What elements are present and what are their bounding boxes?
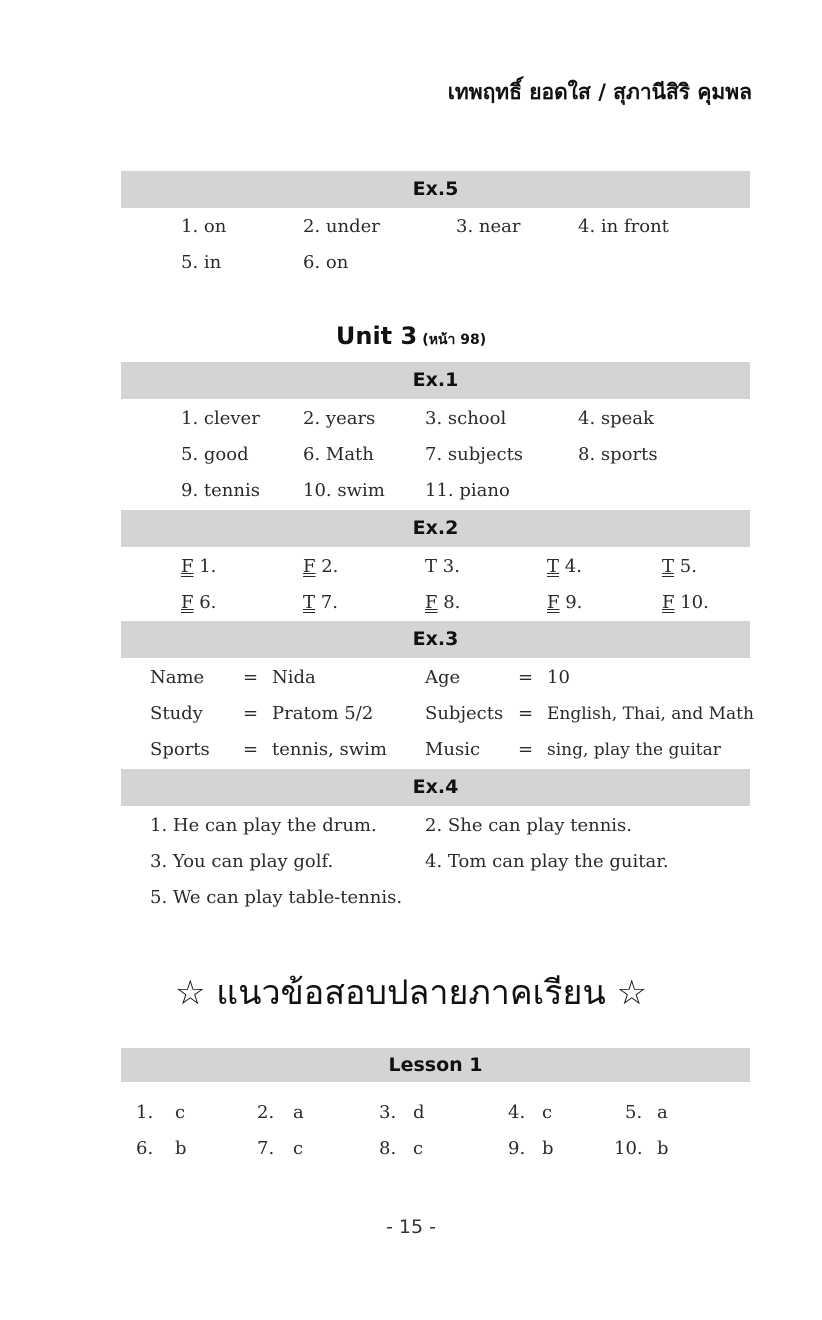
answer-item: 6. Math <box>303 444 374 465</box>
ex1-row <box>0 440 822 470</box>
question-number: 5. <box>625 1102 643 1123</box>
ex3-row <box>0 735 822 765</box>
equals-sign: = <box>518 667 534 688</box>
answer-item: 2. under <box>303 216 380 237</box>
question-number: 1. <box>136 1102 154 1123</box>
tf-mark: F <box>662 592 675 613</box>
tf-mark: F <box>425 592 438 613</box>
sentence-answer: 1. He can play the drum. <box>150 815 377 836</box>
ex1-row <box>0 404 822 434</box>
profile-label: Music <box>425 739 481 760</box>
answer-item: 5. in <box>181 252 222 273</box>
tf-number: 3. <box>437 556 460 577</box>
tf-mark: T <box>303 592 316 613</box>
profile-label: Age <box>425 667 461 688</box>
tf-number: 5. <box>674 556 697 577</box>
ex5-row <box>0 248 822 278</box>
choice-letter: b <box>542 1138 554 1159</box>
ex3-heading: Ex.3 <box>121 621 750 658</box>
unit-page-ref: (หน้า 98) <box>422 332 487 348</box>
profile-value: Nida <box>272 667 316 688</box>
tf-answer <box>303 552 338 582</box>
answer-item: 4. speak <box>578 408 654 429</box>
tf-mark: F <box>181 592 194 613</box>
tf-number: 10. <box>674 592 709 613</box>
tf-mark: F <box>181 556 194 577</box>
ex3-row <box>0 663 822 693</box>
tf-mark: T <box>662 556 675 577</box>
question-number: 9. <box>508 1138 526 1159</box>
answer-item: 8. sports <box>578 444 658 465</box>
tf-mark: T <box>547 556 560 577</box>
profile-value: tennis, swim <box>272 739 387 760</box>
tf-answer <box>547 588 582 618</box>
profile-label: Study <box>150 703 203 724</box>
ex1-heading: Ex.1 <box>121 362 750 399</box>
tf-mark: T <box>425 556 438 577</box>
tf-number: 4. <box>559 556 582 577</box>
equals-sign: = <box>243 667 259 688</box>
unit-title <box>0 322 822 351</box>
choice-letter: c <box>413 1138 424 1159</box>
sentence-answer: 3. You can play golf. <box>150 851 334 872</box>
tf-number: 8. <box>437 592 461 613</box>
profile-value: sing, play the guitar <box>547 740 721 760</box>
profile-label: Sports <box>150 739 210 760</box>
question-number: 7. <box>257 1138 275 1159</box>
tf-answer <box>547 552 582 582</box>
exam-title-text: แนวข้อสอบปลายภาคเรียน <box>216 973 606 1013</box>
question-number: 3. <box>379 1102 397 1123</box>
lesson1-row <box>0 1098 822 1128</box>
answer-item: 11. piano <box>425 480 510 501</box>
tf-mark: F <box>303 556 316 577</box>
page-header-authors: เทพฤทธิ์ ยอดใส / สุภานีสิริ คุมพล <box>447 80 752 104</box>
answer-item: 6. on <box>303 252 349 273</box>
equals-sign: = <box>243 703 259 724</box>
question-number: 2. <box>257 1102 275 1123</box>
ex4-heading: Ex.4 <box>121 769 750 806</box>
ex5-heading: Ex.5 <box>121 171 750 208</box>
answer-item: 4. in front <box>578 216 669 237</box>
answer-item: 3. near <box>456 216 521 237</box>
tf-answer <box>425 588 460 618</box>
tf-answer <box>662 552 697 582</box>
answer-item: 3. school <box>425 408 507 429</box>
tf-number: 7. <box>315 592 338 613</box>
answer-item: 7. subjects <box>425 444 524 465</box>
choice-letter: b <box>657 1138 669 1159</box>
ex2-row <box>0 588 822 618</box>
question-number: 4. <box>508 1102 526 1123</box>
ex4-row <box>0 883 822 913</box>
profile-label: Subjects <box>425 703 504 724</box>
answer-item: 2. years <box>303 408 376 429</box>
question-number: 8. <box>379 1138 397 1159</box>
tf-answer <box>181 588 216 618</box>
choice-letter: c <box>542 1102 553 1123</box>
answer-item: 1. clever <box>181 408 260 429</box>
tf-answer <box>662 588 709 618</box>
equals-sign: = <box>243 739 259 760</box>
ex2-heading: Ex.2 <box>121 510 750 547</box>
profile-value: English, Thai, and Math <box>547 704 754 724</box>
tf-number: 2. <box>315 556 339 577</box>
star-icon: ☆ <box>175 973 206 1013</box>
ex3-row <box>0 699 822 729</box>
choice-letter: a <box>657 1102 668 1123</box>
answer-item: 10. swim <box>303 480 385 501</box>
ex4-row <box>0 847 822 877</box>
choice-letter: c <box>293 1138 304 1159</box>
lesson1-row <box>0 1134 822 1164</box>
unit-name: Unit 3 <box>335 322 418 350</box>
choice-letter: c <box>175 1102 186 1123</box>
answer-item: 5. good <box>181 444 249 465</box>
ex4-row <box>0 811 822 841</box>
tf-number: 1. <box>193 556 217 577</box>
tf-mark: F <box>547 592 560 613</box>
ex1-row <box>0 476 822 506</box>
equals-sign: = <box>518 739 534 760</box>
choice-letter: d <box>413 1102 425 1123</box>
choice-letter: a <box>293 1102 304 1123</box>
sentence-answer: 2. She can play tennis. <box>425 815 633 836</box>
star-icon: ☆ <box>616 973 647 1013</box>
sentence-answer: 4. Tom can play the guitar. <box>425 851 669 872</box>
profile-label: Name <box>150 667 205 688</box>
exam-section-title <box>0 965 822 1019</box>
profile-value: 10 <box>547 667 570 688</box>
tf-number: 9. <box>559 592 583 613</box>
tf-answer <box>425 552 460 582</box>
question-number: 6. <box>136 1138 154 1159</box>
answer-item: 9. tennis <box>181 480 260 501</box>
answer-item: 1. on <box>181 216 227 237</box>
ex2-row <box>0 552 822 582</box>
sentence-answer: 5. We can play table-tennis. <box>150 887 403 908</box>
tf-number: 6. <box>193 592 217 613</box>
ex5-row <box>0 212 822 242</box>
profile-value: Pratom 5/2 <box>272 703 374 724</box>
question-number: 10. <box>614 1138 643 1159</box>
tf-answer <box>181 552 216 582</box>
page-number: - 15 - <box>386 1216 436 1238</box>
tf-answer <box>303 588 338 618</box>
lesson1-heading: Lesson 1 <box>121 1048 750 1082</box>
choice-letter: b <box>175 1138 187 1159</box>
equals-sign: = <box>518 703 534 724</box>
